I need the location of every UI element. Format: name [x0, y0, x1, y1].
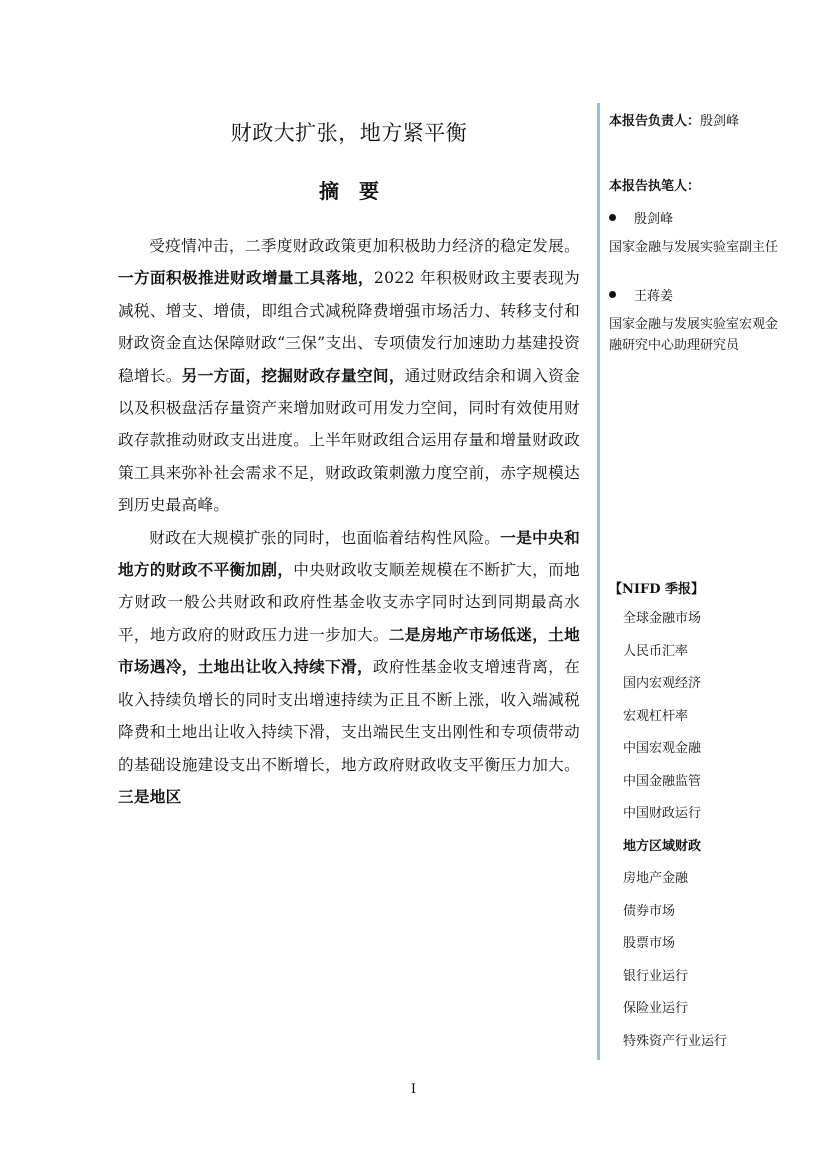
series-item[interactable]: 债券市场: [623, 903, 676, 919]
body-text: 受疫情冲击，二季度财政政策更加积极助力经济的稳定发展。: [149, 237, 580, 255]
series-item[interactable]: 中国财政运行: [623, 806, 702, 821]
series-item[interactable]: 全球金融市场: [623, 611, 702, 626]
author-1: [609, 209, 673, 231]
author-name: 王蒋姜: [634, 289, 674, 304]
author-affiliation: 国家金融与发展实验室副主任: [609, 240, 779, 255]
series-item[interactable]: 中国宏观金融: [623, 741, 702, 756]
writers-label: 本报告执笔人：: [609, 179, 701, 194]
emphasis-text: 一是中央和地方的财政不平衡加剧，: [118, 527, 580, 580]
series-item[interactable]: 国内宏观经济: [623, 676, 702, 691]
body-text: 2022 年积极财政主要表现为减税、增支、增债，即组合式减税降费增强市场活力、转移支付和财政资金直达保障财政“三保”支出、专项债发行加速助力基建投资稳增长。: [118, 269, 580, 385]
series-item[interactable]: 保险业运行: [623, 1001, 689, 1016]
abstract-body: [118, 230, 580, 813]
series-item[interactable]: 特殊资产行业运行: [623, 1033, 728, 1049]
abstract-paragraph-1: [118, 230, 580, 522]
responsible-name: 殷剑峰: [700, 114, 740, 129]
author-affiliation: 国家金融与发展实验室宏观金融研究中心助理研究员: [609, 317, 779, 353]
series-item[interactable]: 宏观杠杆率: [623, 708, 689, 724]
body-text: 通过财政结余和调入资金以及积极盘活存量资产来增加财政可用发力空间，同时有效使用财政存款推动财政支出进度。上半年财政组合运用存量和增量财政政策工具来弥补社会需求不足，财政政策刺激力度空前，赤字规模达到历史最高峰。: [118, 366, 580, 515]
series-item[interactable]: 房地产金融: [623, 871, 689, 886]
responsible-line: [609, 111, 739, 133]
series-item[interactable]: 银行业运行: [623, 968, 689, 984]
report-title: 财政大扩张，地方紧平衡: [230, 121, 468, 145]
series-title: 【NIFD 季报】: [609, 582, 704, 597]
bullet-icon: [609, 214, 616, 221]
emphasis-text: 一方面积极推进财政增量工具落地，: [118, 268, 374, 288]
responsible-label: 本报告负责人：: [609, 114, 701, 129]
abstract-heading: 摘要: [319, 179, 399, 203]
series-item[interactable]: 地方区域财政: [623, 838, 702, 854]
emphasis-text: 三是地区: [118, 786, 182, 806]
author-name: 殷剑峰: [634, 212, 674, 227]
body-text: 财政在大规模扩张的同时，也面临着结构性风险。: [149, 528, 501, 547]
series-list: [623, 608, 727, 1063]
sidebar-divider: [597, 103, 600, 1060]
emphasis-text: 另一方面，挖掘财政存量空间，: [181, 365, 405, 385]
abstract-paragraph-2: [118, 522, 580, 814]
body-text: 中央财政收支顺差规模在不断扩大，而地方财政一般公共财政和政府性基金收支赤字同时达到同期最高水平，地方政府的财政压力进一步加大。: [118, 561, 580, 644]
author-2: [609, 286, 673, 308]
emphasis-text: 二是房地产市场低迷，土地市场遇冷，土地出让收入持续下滑，: [118, 624, 580, 677]
page-number: I: [410, 1082, 417, 1097]
series-item[interactable]: 股票市场: [623, 936, 676, 951]
body-text: 政府性基金收支增速背离，在收入持续负增长的同时支出增速持续为正且不断上涨，收入端减税降费和土地出让收入持续下滑，支出端民生支出刚性和专项债带动的基础设施建设支出不断增长，地方政府财政收支平衡压力加大。: [118, 658, 580, 774]
bullet-icon: [609, 291, 616, 298]
series-item[interactable]: 人民币汇率: [623, 643, 689, 659]
series-item[interactable]: 中国金融监管: [623, 773, 702, 789]
